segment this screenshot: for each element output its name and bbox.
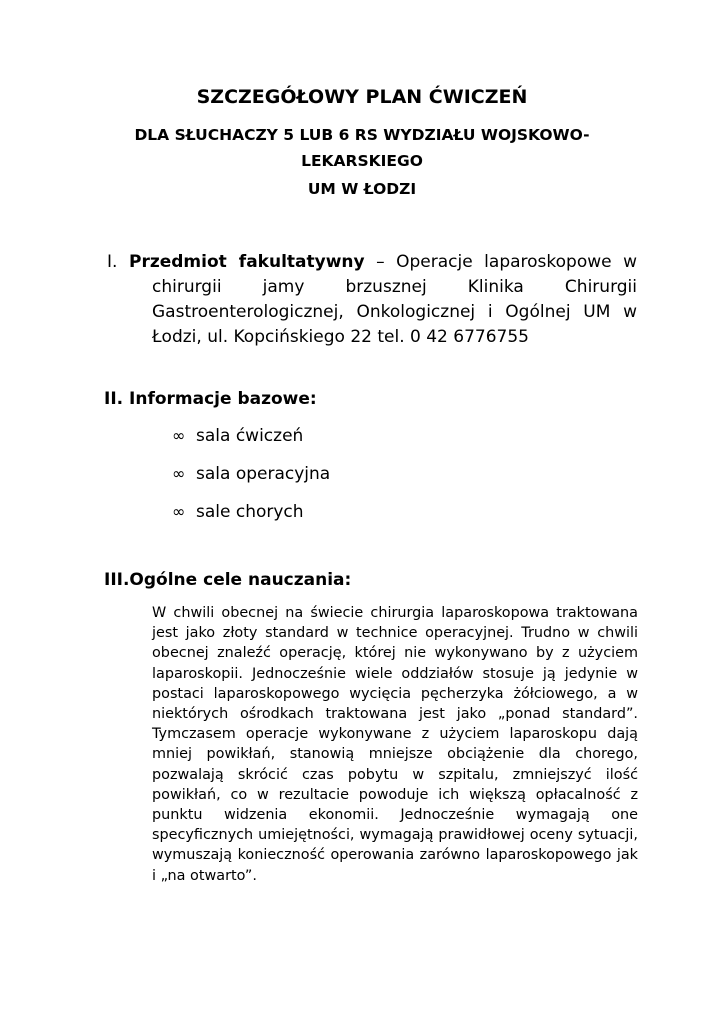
infinity-bullet-icon: ∞ <box>172 426 186 445</box>
document-subtitle-university: UM W ŁODZI <box>307 180 417 198</box>
infinity-bullet-icon: ∞ <box>172 464 186 483</box>
section3-paragraph: W chwili obecnej na świecie chirurgia laparoskopowa traktowana jest jako złoty standard w technice operacyjnej. Trudno w chwili obecnej znaleźć operację, której nie wykonywano by z użyciem laparoskopii. Jednocześnie wiele oddziałów stosuje ją jedynie w postaci laparoskopowego wycięcia pęcherzyka żółciowego, a w niektórych ośrodkach traktowana jest jako „ponad standard”. Tymczasem operacje wykonywane z użyciem laparoskopu dają mniej powikłań, stanowią mniejsze obciążenie dla chorego, pozwalają skrócić czas pobytu w szpitalu, zmniejszyć ilość powikłań, co w rezultacie powoduje ich większą opłacalność z punktu widzenia ekonomii. Jednocześnie wymagają one specyficznych umiejętności, wymagają prawidłowej oceny sytuacji, wymuszają konieczność operowania zarówno laparoskopowego jak i „na otwarto”. <box>152 605 638 884</box>
list-item <box>172 464 330 502</box>
section3-heading: III.Ogólne cele nauczania: <box>104 570 352 590</box>
document-subtitle: DLA SŁUCHACZY 5 LUB 6 RS WYDZIAŁU WOJSKOWO-LEKARSKIEGO <box>134 126 590 170</box>
list-item-text: sala ćwiczeń <box>196 426 304 446</box>
document-title: SZCZEGÓŁOWY PLAN ĆWICZEŃ <box>196 86 528 108</box>
section1-number: I. <box>107 252 118 272</box>
list-item <box>172 502 330 540</box>
section2-heading: II. Informacje bazowe: <box>104 389 317 409</box>
list-item-text: sala operacyjna <box>196 464 331 484</box>
list-item-text: sale chorych <box>196 502 304 522</box>
list-item <box>172 426 330 464</box>
section1-body <box>129 250 637 350</box>
section1-text: – Operacje laparoskopowe w chirurgii jamy brzusznej Klinika Chirurgii Gastroenterologicznej, Onkologicznej i Ogólnej UM w Łodzi, ul. Kopcińskiego 22 tel. 0 42 6776755 <box>152 252 637 347</box>
infinity-bullet-icon: ∞ <box>172 502 186 521</box>
section2-list <box>172 426 330 540</box>
section1-heading: Przedmiot fakultatywny <box>129 252 365 272</box>
